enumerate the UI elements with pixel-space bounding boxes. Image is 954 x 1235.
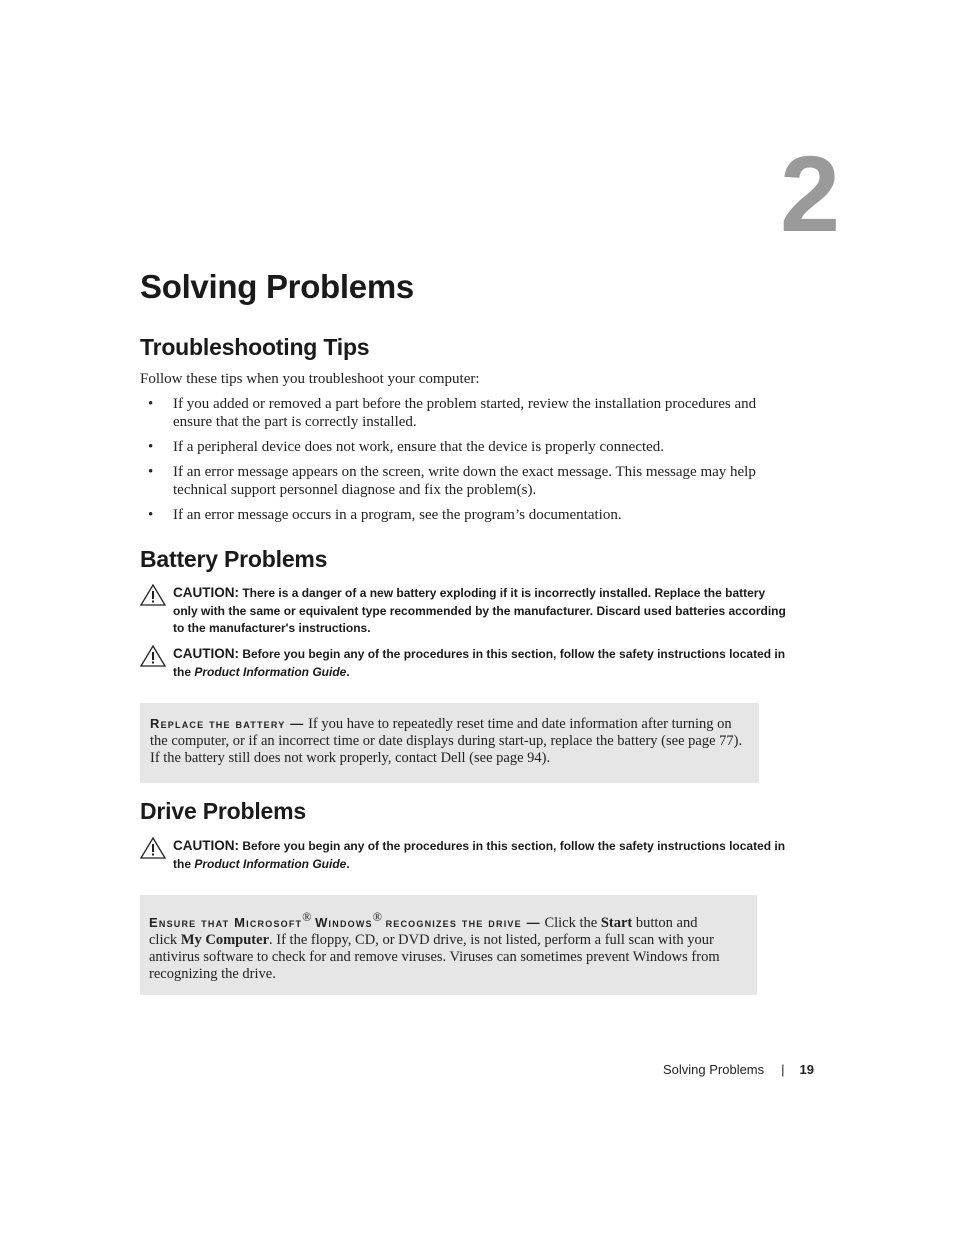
note-lead: Windows (315, 914, 373, 930)
caution-end: . (346, 664, 350, 679)
tip-text: If you added or removed a part before the problem started, review the installation procedures and ensure that the part is correctly installed. (173, 396, 757, 430)
note-body: button and click (149, 914, 698, 948)
tip-text: If an error message appears on the screen, write down the exact message. This message may help technical support personnel diagnose and fix the problem(s). (173, 464, 756, 498)
note-lead: Replace the battery — (150, 716, 305, 731)
note-body: If you have to repeatedly reset time and date information after turning on the computer, or if an incorrect time or date displays during start-up, replace the battery (see page 77). If the battery still does not work properly, contact Dell (see page 94). (150, 716, 743, 766)
bullet: • (148, 507, 154, 523)
chapter-number: 2 (780, 133, 841, 254)
bullet: • (148, 439, 154, 455)
troubleshooting-intro: Follow these tips when you troubleshoot your computer: (140, 371, 480, 387)
caution-label: CAUTION: (173, 646, 239, 661)
list-item (140, 438, 790, 456)
caution-text: Before you begin any of the procedures in this section, follow the safety instructions located in the (173, 647, 786, 679)
caution-text: There is a danger of a new battery exploding if it is incorrectly installed. Replace the battery only with the same or equivalent type recommended by the manufacturer. Discard used batteries according to the manufacturer's instructions. (173, 586, 786, 635)
caution-triangle-icon (140, 837, 166, 859)
product-information-guide-ref: Product Information Guide (194, 856, 347, 871)
page-title: Solving Problems (140, 268, 414, 305)
my-computer-ref: My Computer (180, 931, 270, 948)
note-body: Click the (544, 914, 598, 931)
note-body: . If the floppy, CD, or DVD drive, is not listed, perform a full scan with your antivirus software to check for and remove viruses. Viruses can sometimes prevent Windows from recognizing the drive. (149, 931, 720, 982)
footer-separator: | (781, 1062, 785, 1077)
registered-mark: ® (302, 910, 312, 924)
caution-triangle-icon (140, 584, 166, 606)
ensure-drive-note (140, 895, 757, 995)
replace-battery-note (140, 703, 759, 783)
list-item (140, 395, 790, 431)
footer-section: Solving Problems (662, 1062, 765, 1077)
drive-caution (140, 837, 790, 873)
caution-end: . (346, 856, 350, 871)
caution-text: Before you begin any of the procedures in this section, follow the safety instructions located in the (173, 839, 786, 871)
battery-caution-2 (140, 645, 790, 681)
battery-heading: Battery Problems (140, 546, 328, 572)
drive-heading: Drive Problems (140, 798, 306, 824)
battery-caution-1 (140, 584, 790, 638)
caution-label: CAUTION: (173, 585, 239, 600)
product-information-guide-ref: Product Information Guide (194, 664, 347, 679)
registered-mark: ® (372, 910, 382, 924)
caution-triangle-icon (140, 645, 166, 667)
bullet: • (148, 396, 154, 412)
note-lead: Ensure that Microsoft (149, 914, 303, 930)
page-footer (600, 1062, 814, 1077)
tip-text: If an error message occurs in a program, see the program’s documentation. (173, 507, 622, 523)
tip-text: If a peripheral device does not work, ensure that the device is properly connected. (173, 439, 665, 455)
troubleshooting-heading: Troubleshooting Tips (140, 334, 370, 360)
bullet: • (148, 464, 154, 480)
tips-list (140, 395, 790, 531)
page-number: 19 (799, 1062, 814, 1077)
caution-label: CAUTION: (173, 838, 239, 853)
note-lead: recognizes the drive — (385, 914, 541, 930)
start-ref: Start (600, 914, 633, 931)
list-item (140, 506, 790, 524)
list-item (140, 463, 790, 499)
